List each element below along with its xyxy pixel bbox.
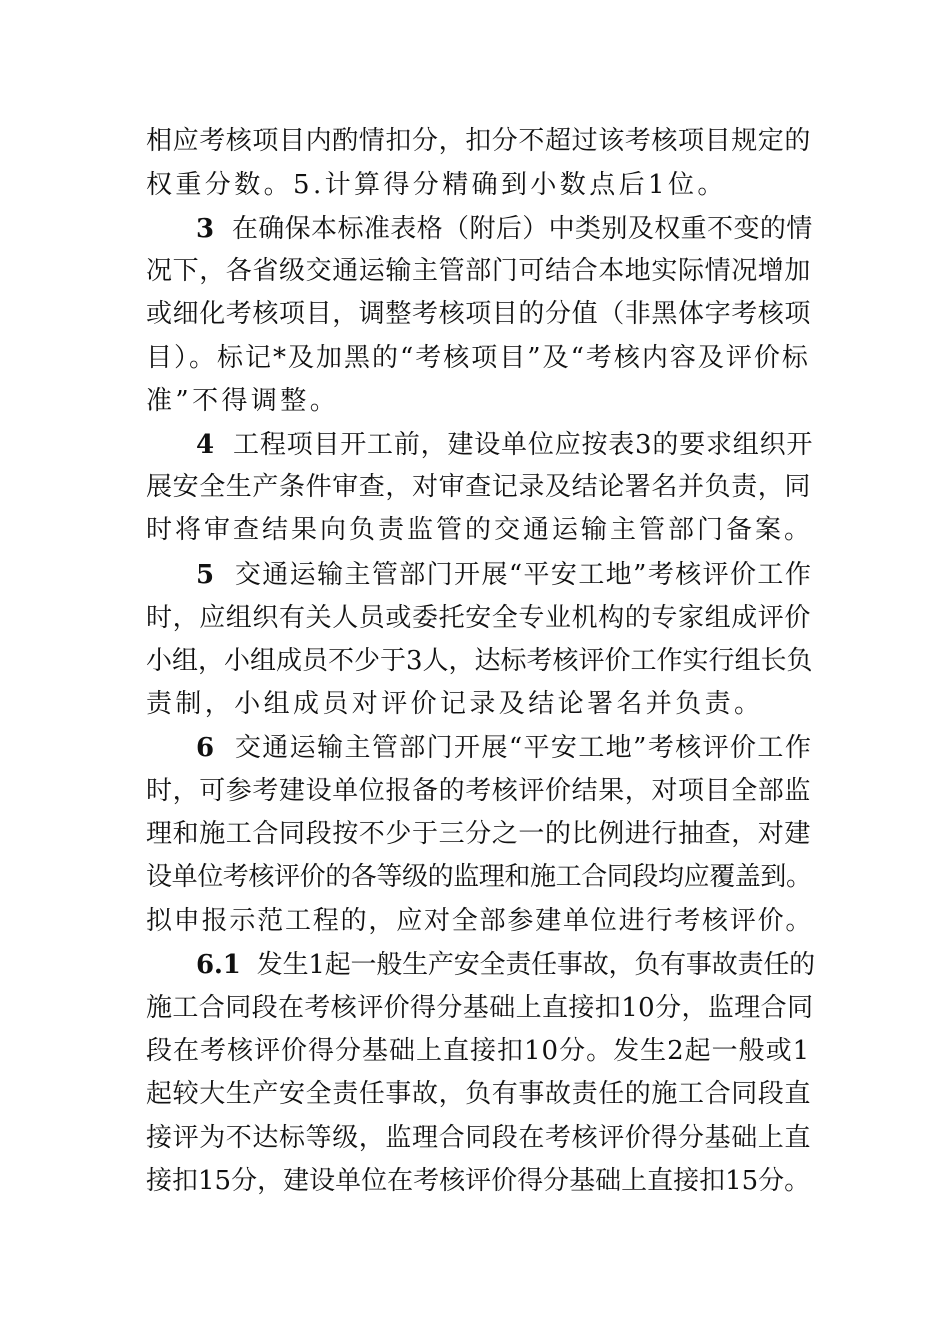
text-line: 况下，各省级交通运输主管部门可结合本地实际情况增加: [146, 256, 812, 286]
paragraph-number: 6.1: [196, 950, 241, 980]
text-line: 理和施工合同段按不少于三分之一的比例进行抽查，对建: [146, 819, 812, 849]
text-line: 准”不得调整。: [146, 386, 340, 416]
text-line: 接评为不达标等级，监理合同段在考核评价得分基础上直: [146, 1123, 812, 1153]
numbered-paragraph-6-1: 6.1 发生1起一般生产安全责任事故，负有事故责任的: [196, 950, 815, 980]
text-line: 或细化考核项目，调整考核项目的分值（非黑体字考核项: [146, 299, 812, 329]
text-line: 时，应组织有关人员或委托安全专业机构的专家组成评价: [146, 603, 812, 633]
numbered-paragraph-6: 6 交通运输主管部门开展“平安工地”考核评价工作: [196, 733, 813, 763]
text-line: 目）。标记*及加黑的“考核项目”及“考核内容及评价标: [146, 343, 810, 373]
paragraph-number: 6: [196, 733, 216, 763]
text-line: 时，可参考建设单位报备的考核评价结果，对项目全部监: [146, 776, 812, 806]
paragraph-number: 3: [196, 214, 215, 244]
text-line: 时将审查结果向负责监管的交通运输主管部门备案。: [146, 515, 814, 545]
numbered-paragraph-5: 5 交通运输主管部门开展“平安工地”考核评价工作: [196, 560, 813, 590]
paragraph-number: 5: [196, 560, 216, 590]
text-line: 拟申报示范工程的，应对全部参建单位进行考核评价。: [146, 906, 814, 936]
text-line: 施工合同段在考核评价得分基础上直接扣10分，监理合同: [146, 993, 814, 1023]
paragraph-number: 4: [196, 430, 215, 460]
text-line: 展安全生产条件审查，对审查记录及结论署名并负责，同: [146, 472, 812, 502]
numbered-paragraph-3: 3 在确保本标准表格（附后）中类别及权重不变的情: [196, 214, 813, 244]
text-line: 接扣15分，建设单位在考核评价得分基础上直接扣15分。: [146, 1166, 811, 1196]
text-line: 小组，小组成员不少于3人，达标考核评价工作实行组长负: [146, 646, 813, 676]
text-line: 起较大生产安全责任事故，负有事故责任的施工合同段直: [146, 1079, 812, 1109]
text-line: 段在考核评价得分基础上直接扣10分。发生2起一般或1: [146, 1036, 811, 1066]
text-line: 设单位考核评价的各等级的监理和施工合同段均应覆盖到。: [146, 862, 812, 892]
text-line: 相应考核项目内酌情扣分，扣分不超过该考核项目规定的: [146, 126, 812, 156]
text-line: 权重分数。5.计算得分精确到小数点后1位。: [146, 170, 727, 200]
numbered-paragraph-4: 4 工程项目开工前，建设单位应按表3的要求组织开: [196, 430, 814, 460]
text-line: 责制，小组成员对评价记录及结论署名并负责。: [146, 689, 764, 719]
